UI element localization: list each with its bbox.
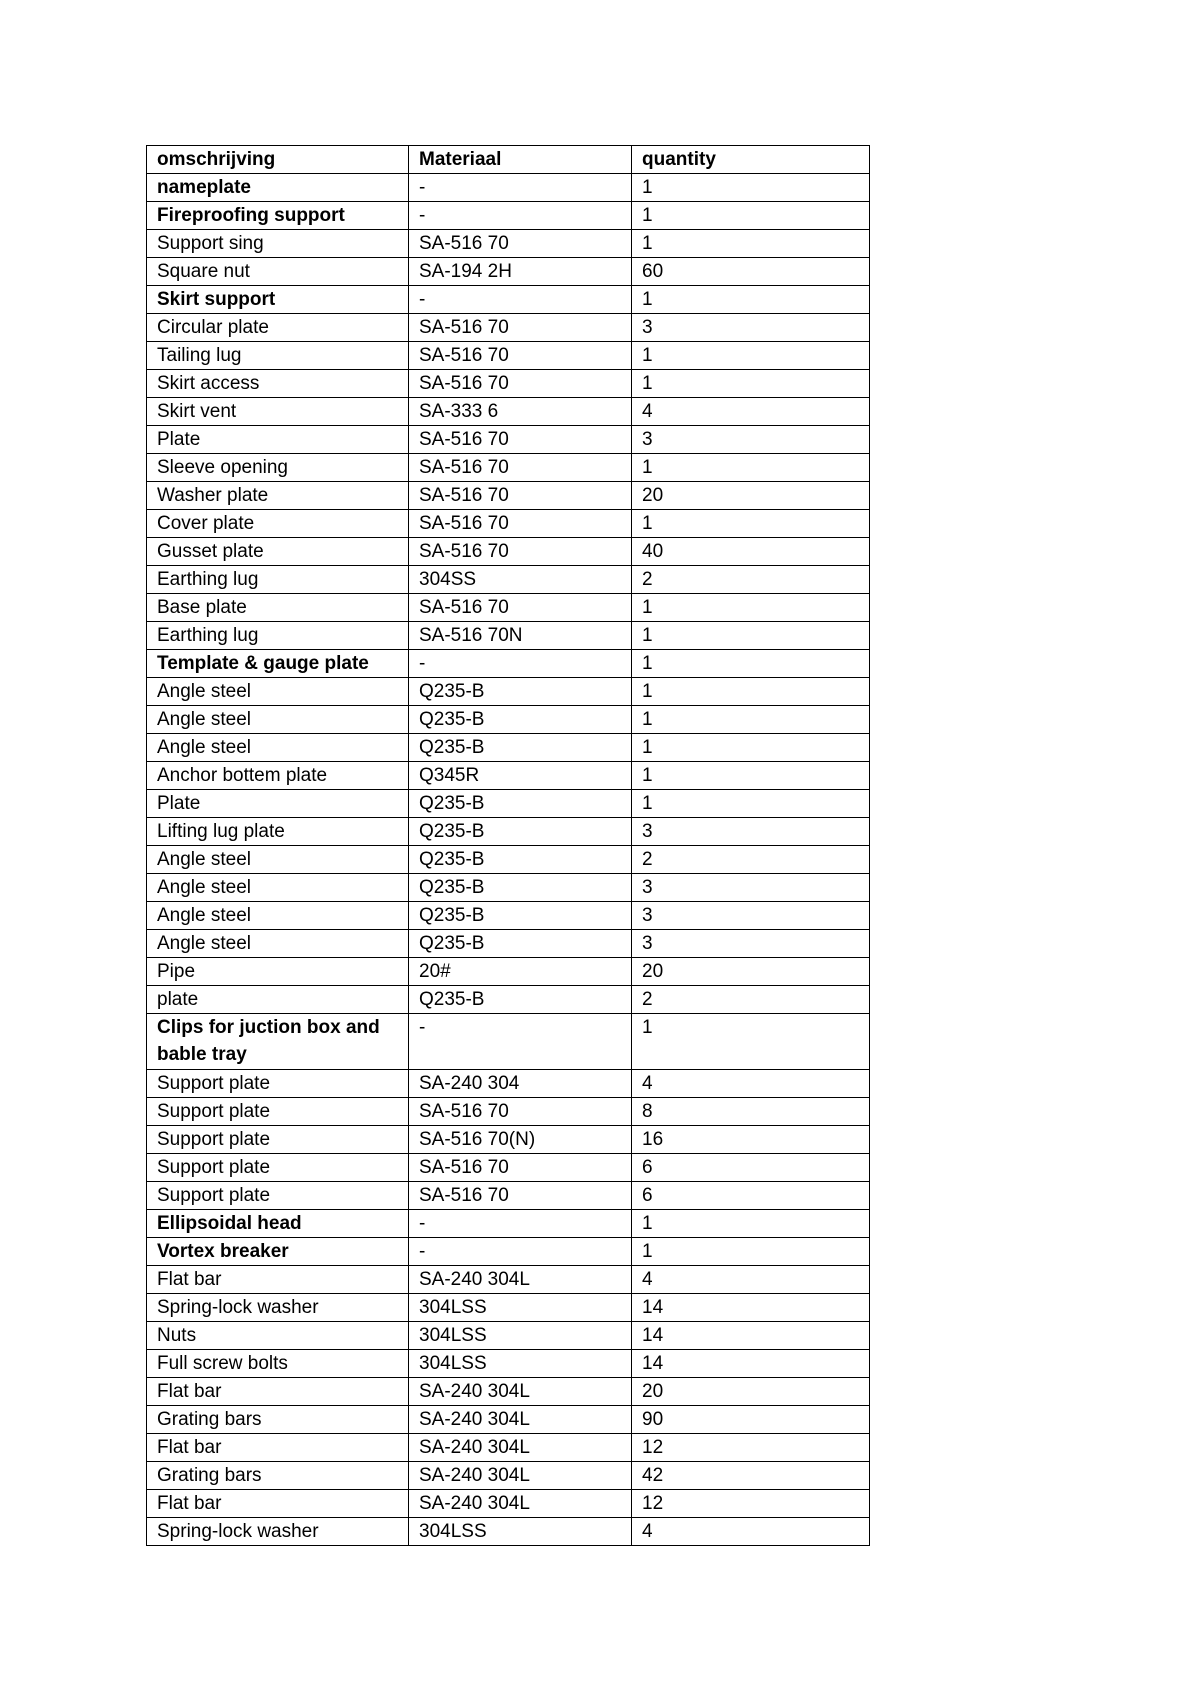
row-quantity: 14: [632, 1322, 870, 1350]
row-quantity: 4: [632, 398, 870, 426]
row-material: 304LSS: [409, 1518, 632, 1546]
row-quantity: 2: [632, 846, 870, 874]
row-quantity: 1: [632, 454, 870, 482]
table-row: [147, 1210, 870, 1238]
row-description: Ellipsoidal head: [147, 1210, 409, 1238]
row-quantity: 1: [632, 286, 870, 314]
row-description: Tailing lug: [147, 342, 409, 370]
row-quantity: 90: [632, 1406, 870, 1434]
row-quantity: 12: [632, 1490, 870, 1518]
row-material: SA-516 70: [409, 314, 632, 342]
row-description: Cover plate: [147, 510, 409, 538]
row-material: -: [409, 286, 632, 314]
row-description: Support plate: [147, 1182, 409, 1210]
table-row: [147, 790, 870, 818]
row-material: SA-516 70: [409, 1154, 632, 1182]
row-quantity: 1: [632, 1014, 870, 1070]
table-row: [147, 174, 870, 202]
row-quantity: 1: [632, 622, 870, 650]
row-description: Flat bar: [147, 1434, 409, 1462]
table-row: [147, 1294, 870, 1322]
table-row: [147, 1266, 870, 1294]
row-material: SA-516 70: [409, 594, 632, 622]
table-row: [147, 762, 870, 790]
row-material: SA-516 70: [409, 426, 632, 454]
row-material: -: [409, 174, 632, 202]
row-material: SA-516 70: [409, 510, 632, 538]
row-description: Lifting lug plate: [147, 818, 409, 846]
row-description: plate: [147, 986, 409, 1014]
row-quantity: 1: [632, 370, 870, 398]
row-quantity: 1: [632, 230, 870, 258]
row-description: Washer plate: [147, 482, 409, 510]
row-material: -: [409, 650, 632, 678]
row-description: Sleeve opening: [147, 454, 409, 482]
table-row: [147, 510, 870, 538]
row-quantity: 1: [632, 202, 870, 230]
row-material: -: [409, 1014, 632, 1070]
row-quantity: 20: [632, 1378, 870, 1406]
row-material: SA-516 70: [409, 1098, 632, 1126]
table-row: [147, 734, 870, 762]
row-quantity: 1: [632, 734, 870, 762]
row-quantity: 8: [632, 1098, 870, 1126]
row-material: SA-516 70: [409, 370, 632, 398]
row-description: Angle steel: [147, 734, 409, 762]
table-row: [147, 650, 870, 678]
table-row: [147, 202, 870, 230]
row-material: 304SS: [409, 566, 632, 594]
row-quantity: 4: [632, 1070, 870, 1098]
row-material: Q235-B: [409, 986, 632, 1014]
row-material: 304LSS: [409, 1322, 632, 1350]
row-material: Q235-B: [409, 846, 632, 874]
table-row: [147, 1462, 870, 1490]
row-material: Q235-B: [409, 790, 632, 818]
row-description: Pipe: [147, 958, 409, 986]
row-quantity: 1: [632, 1238, 870, 1266]
row-material: SA-333 6: [409, 398, 632, 426]
row-quantity: 12: [632, 1434, 870, 1462]
table-header-row: [147, 146, 870, 174]
row-quantity: 1: [632, 790, 870, 818]
row-material: 20#: [409, 958, 632, 986]
row-description: Anchor bottem plate: [147, 762, 409, 790]
row-material: SA-516 70: [409, 538, 632, 566]
row-description: Support plate: [147, 1070, 409, 1098]
row-material: -: [409, 202, 632, 230]
row-description: Vortex breaker: [147, 1238, 409, 1266]
row-quantity: 14: [632, 1294, 870, 1322]
row-description: Base plate: [147, 594, 409, 622]
row-material: SA-240 304L: [409, 1462, 632, 1490]
table-row: [147, 1434, 870, 1462]
table-row: [147, 314, 870, 342]
row-material: Q235-B: [409, 734, 632, 762]
row-description: Template & gauge plate: [147, 650, 409, 678]
row-description: Skirt access: [147, 370, 409, 398]
row-description: Grating bars: [147, 1462, 409, 1490]
row-quantity: 40: [632, 538, 870, 566]
table-row: [147, 1406, 870, 1434]
row-description: Spring-lock washer: [147, 1518, 409, 1546]
row-quantity: 1: [632, 342, 870, 370]
row-quantity: 4: [632, 1266, 870, 1294]
row-quantity: 60: [632, 258, 870, 286]
row-description: Gusset plate: [147, 538, 409, 566]
header-materiaal: Materiaal: [409, 146, 632, 174]
table-row: [147, 370, 870, 398]
row-material: SA-240 304L: [409, 1266, 632, 1294]
row-description: Clips for juction box and bable tray: [147, 1014, 409, 1070]
header-quantity: quantity: [632, 146, 870, 174]
row-material: SA-240 304L: [409, 1406, 632, 1434]
row-description: Plate: [147, 426, 409, 454]
row-material: SA-516 70: [409, 1182, 632, 1210]
row-description: Square nut: [147, 258, 409, 286]
table-row: [147, 342, 870, 370]
row-description: Angle steel: [147, 930, 409, 958]
row-material: SA-240 304L: [409, 1434, 632, 1462]
row-description: Support plate: [147, 1126, 409, 1154]
row-description: Angle steel: [147, 846, 409, 874]
row-description: Angle steel: [147, 678, 409, 706]
row-description: Flat bar: [147, 1266, 409, 1294]
row-description: Angle steel: [147, 902, 409, 930]
row-quantity: 4: [632, 1518, 870, 1546]
row-description: Spring-lock washer: [147, 1294, 409, 1322]
row-quantity: 3: [632, 902, 870, 930]
row-description: Support plate: [147, 1154, 409, 1182]
materials-table-body: [147, 146, 870, 1546]
row-quantity: 1: [632, 678, 870, 706]
table-row: [147, 622, 870, 650]
row-quantity: 2: [632, 986, 870, 1014]
table-row: [147, 538, 870, 566]
table-row: [147, 1350, 870, 1378]
row-material: SA-194 2H: [409, 258, 632, 286]
row-description: Circular plate: [147, 314, 409, 342]
row-material: SA-516 70: [409, 342, 632, 370]
row-description: Grating bars: [147, 1406, 409, 1434]
table-row: [147, 594, 870, 622]
row-quantity: 3: [632, 426, 870, 454]
row-material: SA-516 70: [409, 454, 632, 482]
table-row: [147, 258, 870, 286]
table-row: [147, 230, 870, 258]
row-material: Q235-B: [409, 874, 632, 902]
table-row: [147, 1378, 870, 1406]
row-quantity: 20: [632, 482, 870, 510]
row-material: SA-240 304L: [409, 1490, 632, 1518]
row-description: nameplate: [147, 174, 409, 202]
row-description: Earthing lug: [147, 566, 409, 594]
row-material: SA-516 70: [409, 230, 632, 258]
row-quantity: 6: [632, 1154, 870, 1182]
row-description: Plate: [147, 790, 409, 818]
row-material: SA-240 304L: [409, 1378, 632, 1406]
row-description: Flat bar: [147, 1378, 409, 1406]
table-row: [147, 1070, 870, 1098]
row-quantity: 1: [632, 594, 870, 622]
table-row: [147, 566, 870, 594]
row-quantity: 1: [632, 174, 870, 202]
row-description: Support sing: [147, 230, 409, 258]
row-description: Full screw bolts: [147, 1350, 409, 1378]
table-row: [147, 902, 870, 930]
row-material: SA-240 304: [409, 1070, 632, 1098]
table-row: [147, 454, 870, 482]
row-material: Q235-B: [409, 818, 632, 846]
row-quantity: 3: [632, 874, 870, 902]
table-row: [147, 1518, 870, 1546]
row-quantity: 6: [632, 1182, 870, 1210]
row-material: Q235-B: [409, 706, 632, 734]
header-omschrijving: omschrijving: [147, 146, 409, 174]
table-row: [147, 398, 870, 426]
row-quantity: 1: [632, 706, 870, 734]
row-quantity: 16: [632, 1126, 870, 1154]
row-quantity: 20: [632, 958, 870, 986]
row-material: 304LSS: [409, 1294, 632, 1322]
row-description: Earthing lug: [147, 622, 409, 650]
row-material: Q235-B: [409, 902, 632, 930]
row-material: SA-516 70N: [409, 622, 632, 650]
row-quantity: 1: [632, 1210, 870, 1238]
row-material: Q235-B: [409, 678, 632, 706]
row-quantity: 1: [632, 510, 870, 538]
table-row: [147, 1154, 870, 1182]
table-row: [147, 1126, 870, 1154]
row-description: Nuts: [147, 1322, 409, 1350]
row-description: Fireproofing support: [147, 202, 409, 230]
table-row: [147, 482, 870, 510]
row-quantity: 3: [632, 930, 870, 958]
row-description: Angle steel: [147, 706, 409, 734]
row-description: Skirt vent: [147, 398, 409, 426]
row-description: Flat bar: [147, 1490, 409, 1518]
row-description: Support plate: [147, 1098, 409, 1126]
table-row: [147, 1490, 870, 1518]
row-material: SA-516 70: [409, 482, 632, 510]
table-row: [147, 1098, 870, 1126]
table-row: [147, 1322, 870, 1350]
row-quantity: 1: [632, 650, 870, 678]
row-material: -: [409, 1210, 632, 1238]
table-row: [147, 874, 870, 902]
row-quantity: 3: [632, 314, 870, 342]
table-row: [147, 818, 870, 846]
row-material: Q235-B: [409, 930, 632, 958]
row-quantity: 1: [632, 762, 870, 790]
table-row: [147, 706, 870, 734]
row-material: 304LSS: [409, 1350, 632, 1378]
row-quantity: 3: [632, 818, 870, 846]
row-description: Angle steel: [147, 874, 409, 902]
table-row: [147, 986, 870, 1014]
row-quantity: 14: [632, 1350, 870, 1378]
materials-table: [146, 145, 870, 1546]
table-row: [147, 678, 870, 706]
table-row: [147, 1238, 870, 1266]
table-row: [147, 1182, 870, 1210]
row-quantity: 2: [632, 566, 870, 594]
row-description: Skirt support: [147, 286, 409, 314]
table-row: [147, 1014, 870, 1070]
table-row: [147, 958, 870, 986]
row-material: -: [409, 1238, 632, 1266]
table-row: [147, 426, 870, 454]
row-material: SA-516 70(N): [409, 1126, 632, 1154]
table-row: [147, 930, 870, 958]
table-row: [147, 286, 870, 314]
row-quantity: 42: [632, 1462, 870, 1490]
table-row: [147, 846, 870, 874]
row-material: Q345R: [409, 762, 632, 790]
